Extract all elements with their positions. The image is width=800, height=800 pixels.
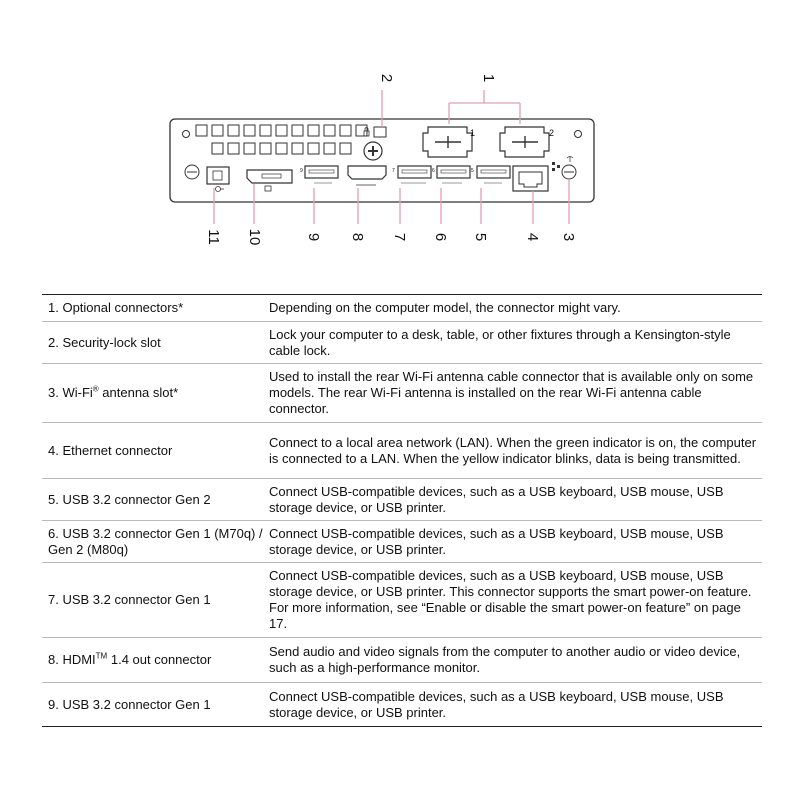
connector-name-text: 1.4 out connector bbox=[107, 652, 212, 667]
connector-description: Depending on the computer model, the connector might vary. bbox=[269, 295, 762, 322]
rear-panel-diagram bbox=[0, 0, 800, 270]
table-row bbox=[42, 479, 762, 521]
displayport-connector bbox=[247, 170, 292, 183]
connector-description: Connect to a local area network (LAN). When the green indicator is on, the computer is connected to a LAN. When the yellow indicator blinks, data is being transmitted. bbox=[269, 423, 762, 479]
connector-name: 5. USB 3.2 connector Gen 2 bbox=[42, 479, 269, 521]
optional-connector-2 bbox=[500, 127, 549, 157]
ethernet-connector bbox=[513, 166, 548, 191]
callout-5: 5 bbox=[472, 232, 489, 242]
wifi-antenna-slot bbox=[562, 165, 576, 179]
connector-name-text: antenna slot* bbox=[98, 385, 179, 400]
connector-description: Send audio and video signals from the computer to another audio or video device, such as a high-performance monitor. bbox=[269, 638, 762, 683]
callout-7: 7 bbox=[391, 232, 408, 242]
table-row bbox=[42, 295, 762, 322]
usb-port-6 bbox=[437, 166, 470, 178]
table-row bbox=[42, 322, 762, 364]
table-row bbox=[42, 521, 762, 563]
left-peg bbox=[185, 165, 199, 179]
connector-table bbox=[42, 294, 762, 727]
connector-description: Used to install the rear Wi-Fi antenna cable connector that is available only on some models. The rear Wi-Fi antenna is installed on the rear Wi-Fi antenna cable connector. bbox=[269, 364, 762, 423]
callout-1: 1 bbox=[480, 73, 497, 83]
connector-name bbox=[42, 638, 269, 683]
connector-description: Connect USB-compatible devices, such as a USB keyboard, USB mouse, USB storage device, or USB printer. bbox=[269, 521, 762, 563]
optional-connector-1-mark: 1 bbox=[470, 128, 476, 138]
callout-11: 11 bbox=[205, 229, 222, 245]
usb-port-5-number: 5 bbox=[471, 168, 474, 174]
callout-9: 9 bbox=[305, 232, 322, 242]
table-row bbox=[42, 364, 762, 423]
table-row bbox=[42, 563, 762, 638]
connector-name: 7. USB 3.2 connector Gen 1 bbox=[42, 563, 269, 638]
table-row bbox=[42, 423, 762, 479]
thumbscrew bbox=[364, 142, 382, 160]
connector-name-text: 8. HDMI bbox=[48, 652, 96, 667]
connector-description: Connect USB-compatible devices, such as a USB keyboard, USB mouse, USB storage device, or USB printer. bbox=[269, 479, 762, 521]
callout-8: 8 bbox=[349, 232, 366, 242]
registered-mark: ® bbox=[92, 384, 99, 394]
power-connector bbox=[207, 167, 229, 184]
callout-10: 10 bbox=[246, 228, 263, 246]
connector-name bbox=[42, 364, 269, 423]
connector-name: 6. USB 3.2 connector Gen 1 (M70q) / Gen 2 (M80q) bbox=[42, 521, 269, 563]
usb-port-9 bbox=[305, 166, 338, 178]
optional-connector-1 bbox=[423, 127, 472, 157]
optional-connector-2-mark: 2 bbox=[549, 128, 555, 138]
usb-port-9-number: 9 bbox=[300, 168, 303, 174]
callout-3: 3 bbox=[560, 232, 577, 242]
trademark-mark: TM bbox=[95, 651, 108, 661]
connector-description: Connect USB-compatible devices, such as a USB keyboard, USB mouse, USB storage device, or USB printer. bbox=[269, 683, 762, 727]
connector-name: 2. Security-lock slot bbox=[42, 322, 269, 364]
usb-port-6-number: 6 bbox=[432, 168, 435, 174]
connector-name: 1. Optional connectors* bbox=[42, 295, 269, 322]
connector-description: Connect USB-compatible devices, such as a USB keyboard, USB mouse, USB storage device, or USB printer. This connector supports the smart power-on feature. For more information, see “Enable or disable the smart power-on feature” on page 17. bbox=[269, 563, 762, 638]
connector-name-text: 3. Wi-Fi bbox=[48, 385, 93, 400]
usb-port-7-number: 7 bbox=[392, 168, 395, 174]
table-row bbox=[42, 638, 762, 683]
callout-2: 2 bbox=[378, 73, 395, 83]
callout-4: 4 bbox=[524, 232, 541, 242]
callout-6: 6 bbox=[432, 232, 449, 242]
usb-port-5 bbox=[477, 166, 510, 178]
connector-name: 4. Ethernet connector bbox=[42, 423, 269, 479]
table-row bbox=[42, 683, 762, 727]
hdmi-connector bbox=[348, 166, 386, 179]
connector-description: Lock your computer to a desk, table, or other fixtures through a Kensington-style cable lock. bbox=[269, 322, 762, 364]
usb-port-7 bbox=[398, 166, 431, 178]
connector-name: 9. USB 3.2 connector Gen 1 bbox=[42, 683, 269, 727]
